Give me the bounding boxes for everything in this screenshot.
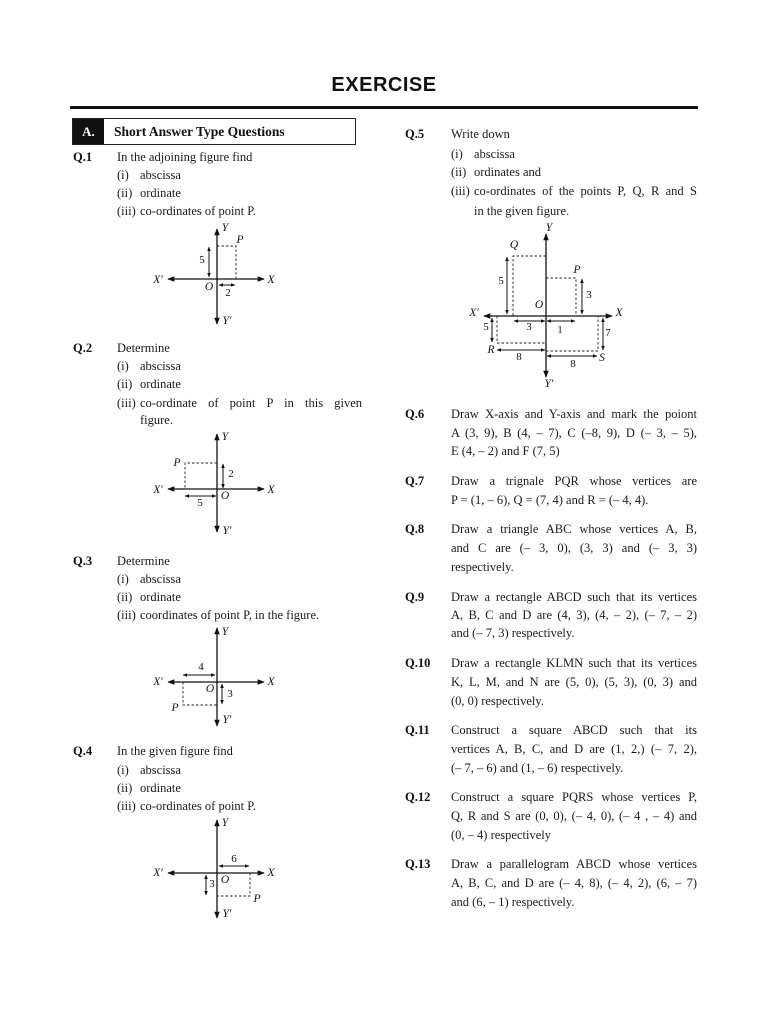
question-number: Q.13: [405, 857, 431, 871]
page-title: EXERCISE: [331, 74, 437, 96]
question-number: Q.6: [405, 407, 425, 421]
question-text: Determine: [117, 554, 170, 568]
x-neg-axis-label: X′: [469, 307, 479, 319]
coordinate-figure-q2: [150, 429, 285, 540]
item-text: abscissa: [140, 763, 181, 777]
section-letter: A.: [73, 119, 104, 144]
item-text: ordinate: [140, 377, 181, 391]
question-number: Q.7: [405, 474, 425, 488]
x-axis-label: X: [267, 676, 275, 688]
coordinate-figure-q5: [465, 220, 630, 392]
item-label: (ii): [117, 781, 133, 795]
item-text: coordinates of point P, in the figure.: [140, 608, 320, 622]
question-text: (0, – 4) respectively: [451, 828, 551, 842]
title-divider: [70, 106, 698, 109]
item-label: (iii): [117, 799, 136, 813]
origin-label: O: [204, 281, 214, 293]
y-neg-axis-label: Y′: [222, 525, 232, 537]
item-text: ordinate: [140, 590, 181, 604]
question-text: Draw X-axis and Y-axis and mark the poiont: [451, 407, 697, 421]
item-text: figure.: [140, 413, 173, 427]
y-axis-label: Y: [221, 222, 229, 234]
point-q-label: Q: [509, 239, 519, 251]
x-axis-label: X: [615, 307, 623, 319]
question-text: Draw a triangle ABC whose vertices A, B,: [451, 522, 697, 536]
x-axis-label: X: [267, 867, 275, 879]
question-text: (0, 0) respectively.: [451, 694, 544, 708]
item-text: abscissa: [474, 147, 515, 161]
dashed-guide: [217, 246, 236, 279]
item-label: (i): [117, 763, 129, 777]
horizontal-distance-label: 4: [198, 661, 204, 673]
y-neg-axis-label: Y′: [222, 714, 232, 726]
point-s-label: S: [599, 352, 605, 364]
question-text: vertices A, B, C, and D are (1, 2,) (– 7, 2),: [451, 742, 697, 756]
y-neg-axis-label: Y′: [544, 378, 554, 390]
vertical-distance-label: 5: [199, 254, 205, 266]
question-number: Q.1: [73, 150, 93, 164]
y-neg-axis-label: Y′: [222, 315, 232, 327]
item-label: (ii): [117, 590, 133, 604]
item-text: ordinates and: [474, 165, 541, 179]
question-text: In the given figure find: [117, 744, 233, 758]
item-label: (ii): [117, 186, 133, 200]
point-label: P: [236, 234, 244, 246]
horizontal-distance-label: 5: [197, 497, 203, 509]
question-number: Q.10: [405, 656, 431, 670]
origin-label: O: [534, 299, 544, 311]
question-number: Q.12: [405, 790, 431, 804]
question-text: and C are (– 3, 0), (3, 3) and (– 3, 3): [451, 541, 697, 555]
question-number: Q.2: [73, 341, 93, 355]
item-text: in the given figure.: [474, 204, 570, 218]
s-horizontal-distance-label: 8: [570, 358, 576, 370]
question-text: A, B, C, and D are (– 4, 8), (– 4, 2), (6, – 7): [451, 876, 697, 890]
question-text: A, B, C and D are (4, 3), (4, – 2), (– 7, – 2): [451, 608, 697, 622]
question-number: Q.8: [405, 522, 425, 536]
item-label: (iii): [117, 204, 136, 218]
p-vertical-distance-label: 3: [586, 289, 592, 301]
section-heading: Short Answer Type Questions: [114, 124, 285, 139]
y-axis-label: Y: [221, 626, 229, 638]
y-axis-label: Y: [545, 222, 553, 234]
x-neg-axis-label: X′: [153, 676, 163, 688]
section-header: [72, 118, 356, 145]
point-label: P: [253, 893, 261, 905]
question-text: Draw a rectangle ABCD such that its vertices: [451, 590, 697, 604]
coordinate-figure-q3: [150, 623, 285, 730]
s-vertical-distance-label: 7: [605, 327, 611, 339]
question-number: Q.3: [73, 554, 93, 568]
question-text: Q, R and S are (0, 0), (– 4, 0), (– 4 , – 4) and: [451, 809, 697, 823]
horizontal-distance-label: 2: [225, 287, 231, 299]
item-text: abscissa: [140, 168, 181, 182]
item-label: (i): [451, 147, 463, 161]
q-horizontal-distance-label: 3: [526, 321, 532, 333]
item-label: (i): [117, 168, 129, 182]
y-axis-label: Y: [221, 431, 229, 443]
item-text: co-ordinates of the points P, Q, R and S: [474, 184, 697, 198]
x-axis-label: X: [267, 274, 275, 286]
item-label: (i): [117, 572, 129, 586]
x-axis-label: X: [267, 484, 275, 496]
question-text: Draw a rectangle KLMN such that its vertices: [451, 656, 697, 670]
point-r-label: R: [487, 344, 495, 356]
coordinate-figure-q1: [150, 220, 285, 330]
coordinate-figure-q4: [150, 815, 285, 925]
question-text: and (6, – 1) respectively.: [451, 895, 575, 909]
item-text: ordinate: [140, 186, 181, 200]
item-text: ordinate: [140, 781, 181, 795]
vertical-distance-label: 3: [227, 688, 233, 700]
item-text: abscissa: [140, 359, 181, 373]
question-text: P = (1, – 6), Q = (7, 4) and R = (– 4, 4).: [451, 493, 649, 507]
question-text: Draw a trignale PQR whose vertices are: [451, 474, 697, 488]
y-neg-axis-label: Y′: [222, 908, 232, 920]
question-text: Draw a parallelogram ABCD whose vertices: [451, 857, 697, 871]
point-label: P: [173, 457, 181, 469]
origin-label: O: [205, 683, 215, 695]
point-label: P: [171, 702, 179, 714]
origin-label: O: [220, 874, 230, 886]
question-text: A (3, 9), B (4, – 7), C (–8, 9), D (– 3, – 5),: [451, 426, 697, 440]
dashed-guide: [185, 463, 217, 489]
question-text: and (– 7, 3) respectively.: [451, 626, 575, 640]
question-text: K, L, M, and N are (5, 0), (5, 3), (0, 3) and: [451, 675, 697, 689]
item-label: (i): [117, 359, 129, 373]
horizontal-distance-label: 6: [231, 853, 237, 865]
item-label: (iii): [117, 396, 136, 410]
item-text: co-ordinate of point P in this given: [140, 396, 362, 410]
q-vertical-distance-label: 5: [498, 275, 504, 287]
question-text: Determine: [117, 341, 170, 355]
question-text: E (4, – 2) and F (7, 5): [451, 444, 560, 458]
question-number: Q.11: [405, 723, 430, 737]
dashed-guide-r: [497, 316, 546, 343]
question-text: respectively.: [451, 560, 514, 574]
vertical-distance-label: 3: [209, 878, 215, 890]
x-neg-axis-label: X′: [153, 484, 163, 496]
item-label: (iii): [117, 608, 136, 622]
question-text: In the adjoining figure find: [117, 150, 253, 164]
r-vertical-distance-label: 5: [483, 321, 489, 333]
item-text: co-ordinates of point P.: [140, 799, 256, 813]
question-number: Q.5: [405, 127, 425, 141]
question-text: Construct a square ABCD such that its: [451, 723, 697, 737]
y-axis-label: Y: [221, 817, 229, 829]
point-p-label: P: [573, 264, 581, 276]
x-neg-axis-label: X′: [153, 867, 163, 879]
dashed-guide-p: [546, 278, 576, 316]
origin-label: O: [220, 490, 230, 502]
vertical-distance-label: 2: [228, 468, 234, 480]
item-label: (ii): [451, 165, 467, 179]
question-text: (– 7, – 6) and (1, – 6) respectively.: [451, 761, 624, 775]
question-number: Q.4: [73, 744, 93, 758]
item-text: co-ordinates of point P.: [140, 204, 256, 218]
question-text: Construct a square PQRS whose vertices P,: [451, 790, 697, 804]
x-neg-axis-label: X′: [153, 274, 163, 286]
p-horizontal-distance-label: 1: [557, 324, 563, 336]
item-label: (iii): [451, 184, 470, 198]
item-label: (ii): [117, 377, 133, 391]
item-text: abscissa: [140, 572, 181, 586]
question-number: Q.9: [405, 590, 425, 604]
question-text: Write down: [451, 127, 510, 141]
r-horizontal-distance-label: 8: [516, 351, 522, 363]
